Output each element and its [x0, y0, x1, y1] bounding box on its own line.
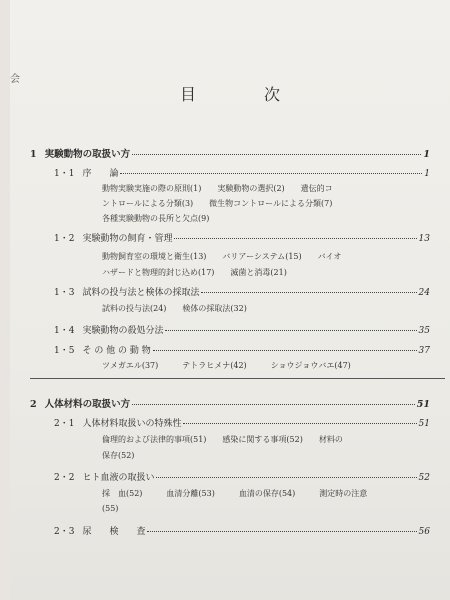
page-number: 13 [418, 234, 430, 244]
subtopic-line: 動物実験実施の際の原則(1) 実験動物の選択(2) 遺伝的コ [102, 184, 333, 193]
leader-dots [132, 154, 421, 155]
leader-dots [120, 173, 422, 174]
toc-section-2-3[interactable] [54, 524, 430, 537]
page-number: 56 [418, 527, 430, 537]
leader-dots [147, 531, 416, 532]
leader-dots [132, 404, 415, 405]
subtopic-line: (55) [102, 504, 119, 513]
page-number: 52 [418, 473, 430, 483]
section-number: 2・1 [54, 419, 75, 429]
book-page [10, 0, 450, 600]
section-title: そ の 他 の 動 物 [82, 346, 151, 356]
chapter-title: 実験動物の取扱い方 [44, 149, 131, 160]
section-title: 序 論 [82, 169, 119, 179]
subtopic-line: 保存(52) [102, 451, 135, 460]
section-number: 1・4 [54, 326, 75, 336]
subtopic-line: 各種実験動物の長所と欠点(9) [102, 214, 210, 223]
toc-section-1-2[interactable] [54, 231, 430, 244]
subtopic-line: ハザードと物理的封じ込め(17) 滅菌と消毒(21) [102, 268, 287, 277]
leader-dots [165, 330, 416, 331]
chapter-number: 1 [30, 149, 37, 160]
page-title: 目 次 [180, 85, 307, 104]
section-number: 2・3 [54, 527, 75, 537]
section-number: 1・1 [54, 169, 75, 179]
section-title: 尿 検 査 [82, 527, 146, 537]
section-number: 1・3 [54, 288, 75, 298]
section-number: 2・2 [54, 473, 75, 483]
subtopic-line: 動物飼育室の環境と衛生(13) バリアーシステム(15) バイオ [102, 252, 342, 261]
subtopic-line: ツメガエル(37) テトラヒメナ(42) ショウジョウバエ(47) [102, 361, 351, 370]
page-number: 1 [423, 149, 430, 160]
page-number: 37 [418, 346, 430, 356]
page-number: 35 [418, 326, 430, 336]
chapter-divider [30, 378, 445, 379]
subtopic-line: 試料の投与法(24) 検体の採取法(32) [102, 304, 247, 313]
section-title: 実験動物の殺処分法 [82, 326, 164, 336]
leader-dots [153, 350, 417, 351]
section-title: 試料の投与法と検体の採取法 [82, 288, 200, 298]
leader-dots [174, 238, 416, 239]
chapter-number: 2 [30, 399, 37, 410]
section-title: 人体材料取扱いの特殊性 [82, 419, 182, 429]
leader-dots [201, 292, 416, 293]
toc-section-1-1[interactable] [54, 166, 430, 179]
leader-dots [156, 477, 416, 478]
toc-section-1-5[interactable] [54, 343, 430, 356]
chapter-title: 人体材料の取扱い方 [44, 399, 131, 410]
toc-section-2-1[interactable] [54, 416, 430, 429]
toc-section-1-3[interactable] [54, 285, 430, 298]
section-number: 1・5 [54, 346, 75, 356]
subtopic-line: ントロールによる分類(3) 微生物コントロールによる分類(7) [102, 199, 333, 208]
leader-dots [183, 423, 416, 424]
subtopic-line: 採 血(52) 血清分離(53) 血清の保存(54) 測定時の注意 [102, 489, 368, 498]
page-number: 1 [424, 169, 430, 179]
page-number: 51 [418, 419, 430, 429]
section-title: ヒト血液の取扱い [82, 473, 155, 483]
section-title: 実験動物の飼育・管理 [82, 234, 173, 244]
page-number: 51 [416, 399, 430, 410]
subtopic-line: 倫理的および法律的事項(51) 感染に関する事項(52) 材料の [102, 435, 343, 444]
toc-chapter-2[interactable] [30, 396, 430, 410]
page-number: 24 [418, 288, 430, 298]
section-number: 1・2 [54, 234, 75, 244]
toc-chapter-1[interactable] [30, 146, 430, 160]
toc-section-2-2[interactable] [54, 470, 430, 483]
edge-mark: 会 [10, 74, 20, 85]
toc-section-1-4[interactable] [54, 323, 430, 336]
